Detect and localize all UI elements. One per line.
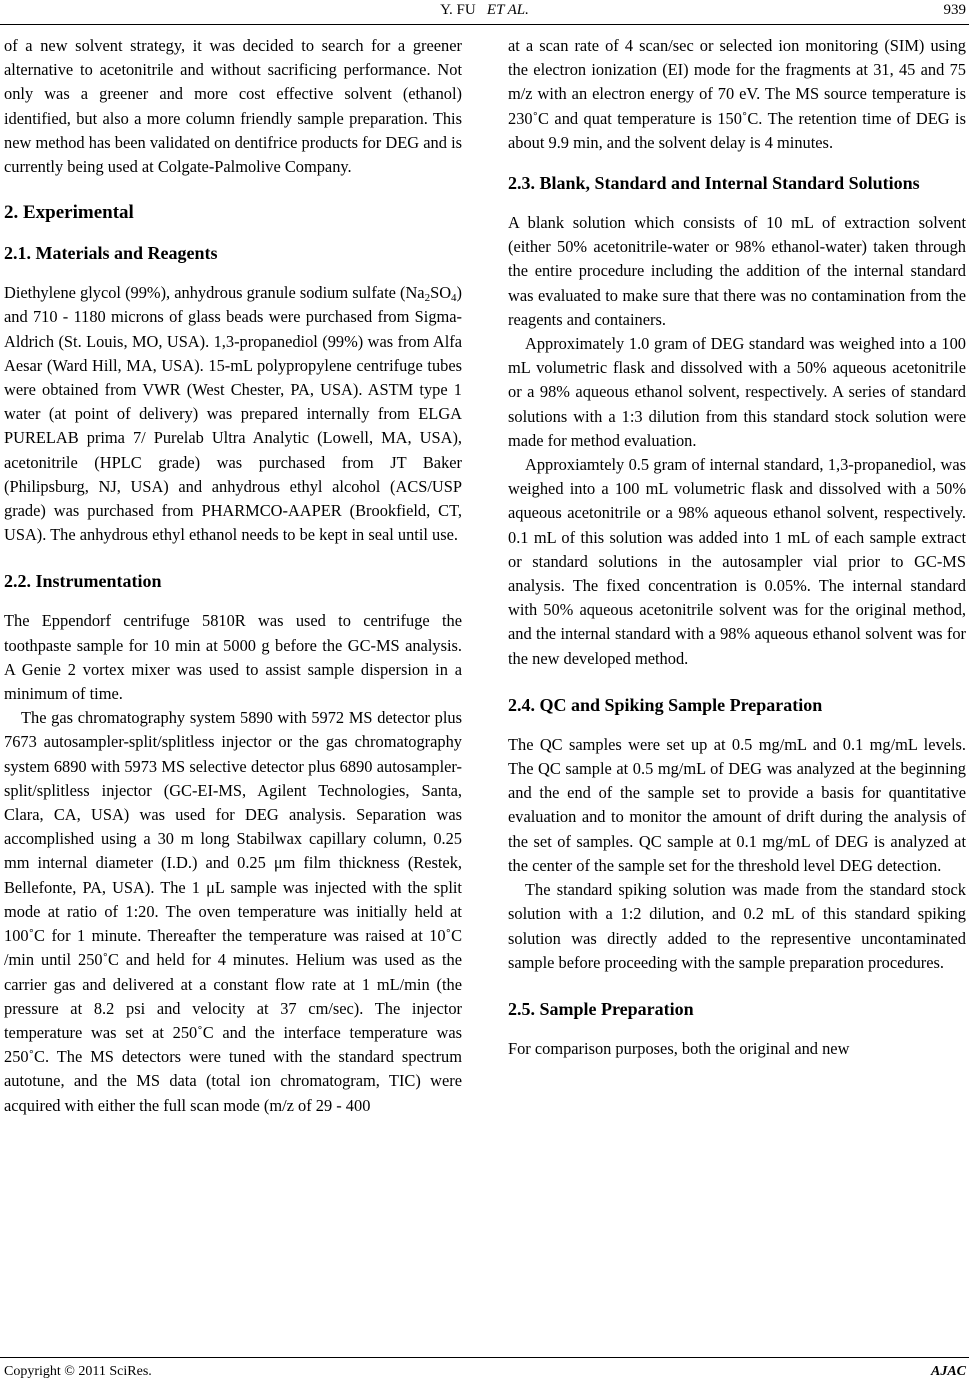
materials-text-b: ) and 710 - 1180 microns of glass beads were purchased from Sigma-Aldrich (St. Louis, MO, USA). 1,3-propanediol (99%) was from Alfa Aesar (Ward Hill, MA, USA). 15-mL polypropylene centrifuge tubes were obtained from VWR (West Chester, PA, USA). ASTM type 1 water (at point of delivery) was prepared internally from ELGA PURELAB prima 7/ Purelab Ultra Analytic (Lowell, MA, USA), acetonitrile (HPLC grade) was purchased from JT Baker (Philipsburg, NJ, USA) and anhydrous ethyl alcohol (ACS/USP grade) was purchased from PHARMCO-AAPER (Brookfield, CT, USA). The anhydrous ethyl ethanol needs to be kept in seal until use.	[4, 283, 463, 545]
running-header	[0, 0, 969, 26]
instrumentation-paragraph-1: The Eppendorf centrifuge 5810R was used to centrifuge the toothpaste sample for 10 min at 5000 g before the GC-MS analysis. A Genie 2 vortex mixer was used to assist sample dispersion in a minimum of time.	[4, 611, 462, 704]
header-rule	[0, 24, 969, 25]
section-2-3-heading: 2.3. Blank, Standard and Internal Standard Solutions	[508, 173, 920, 194]
left-column	[4, 34, 462, 1118]
subscript-2: 2	[424, 292, 431, 305]
footer-journal: AJAC	[930, 1364, 966, 1379]
running-header-authors	[0, 2, 969, 19]
blank-paragraph-1: A blank solution which consists of 10 mL of extraction solvent (either 50% acetonitrile-water or 98% ethanol-water) taken through the entire procedure including the addition of the internal standard was evaluated to make sure that there was no contamination from the reagents and containers.	[508, 213, 966, 329]
materials-text-a: Diethylene glycol (99%), anhydrous granule sodium sulfate (Na	[4, 283, 425, 303]
subscript-4: 4	[451, 292, 457, 305]
blank-paragraph-2: Approximately 1.0 gram of DEG standard was weighed into a 100 mL volumetric flask and dissolved with a 50% aqueous acetonitrile or a 98% aqueous ethanol solvent, respectively. A series of standard solutions with a 1:3 dilution from this standard stock solution were made for method evaluation.	[508, 334, 966, 450]
continuation-paragraph: at a scan rate of 4 scan/sec or selected ion monitoring (SIM) using the electron ionization (EI) mode for the fragments at 31, 45 and 75 m/z with an electron energy of 70 eV. The MS source temperature is 230˚C and quat temperature is 150˚C. The retention time of DEG is about 9.9 min, and the solvent delay is 4 minutes.	[508, 36, 966, 152]
footer-copyright: Copyright © 2011 SciRes.	[4, 1364, 152, 1379]
intro-paragraph: of a new solvent strategy, it was decided to search for a greener alternative to acetonitrile and without sacrificing performance. Not only was a greener and more cost effective solvent (ethanol) identified, but also a more column friendly sample preparation. This new method has been validated on dentifrice products for DEG and is currently being used at Colgate-Palmolive Company.	[4, 36, 462, 177]
footer-rule	[0, 1357, 969, 1358]
instrumentation-paragraph-2: The gas chromatography system 5890 with 5972 MS detector plus 7673 autosampler-split/splitless injector or the gas chromatography system 6890 with 5973 MS selective detector plus 6890 autosampler-split/splitless injector (GC-EI-MS, Agilent Technologies, Santa, Clara, CA, USA) was used for DEG analysis. Separation was accomplished using a 30 m long Stabilwax capillary column, 0.25 mm internal diameter (I.D.) and 0.25 μm film thickness (Restek, Bellefonte, PA, USA). The 1 μL sample was injected with the split mode at ratio of 1:20. The oven temperature was initially held at 100˚C for 1 minute. Thereafter the temperature was raised at 10˚C /min until 250˚C and held for 4 minutes. Helium was used as the carrier gas and delivered at a constant flow rate at 1 mL/min (the pressure at 8.2 psi and velocity at 37 cm/sec). The injector temperature was set at 250˚C and the interface temperature was 250˚C. The MS detectors were tuned with the standard spectrum autotune, and the MS data (total ion chromatogram, TIC) were acquired with either the full scan mode (m/z of 29 - 400	[4, 708, 462, 1115]
right-column	[508, 34, 966, 1061]
materials-text-so: SO	[430, 283, 452, 303]
section-2-2-heading: 2.2. Instrumentation	[4, 571, 162, 592]
page-number: 939	[943, 2, 966, 18]
section-2-5-heading: 2.5. Sample Preparation	[508, 998, 694, 1019]
qc-paragraph-2: The standard spiking solution was made from the standard stock solution with a 1:2 dilution, and 0.2 mL of this standard spiking solution was directly added to the representive uncontaminated sample before proceeding with the sample preparation procedures.	[508, 880, 966, 972]
qc-paragraph-1: The QC samples were set up at 0.5 mg/mL and 0.1 mg/mL levels. The QC sample at 0.5 mg/mL of DEG was analyzed at the beginning and the end of the sample set to provide a basis for quantitative evaluation and to monitor the amount of drift during the analysis of the set of samples. QC sample at 0.1 mg/mL of DEG is analyzed at the center of the sample set for the threshold level DEG detection.	[508, 734, 966, 875]
sample-prep-paragraph: For comparison purposes, both the original and new	[508, 1038, 850, 1058]
header-author: Y. FU	[440, 2, 476, 18]
materials-paragraph	[4, 281, 462, 547]
section-2-1-heading: 2.1. Materials and Reagents	[4, 243, 218, 264]
section-2-heading: 2. Experimental	[4, 202, 134, 224]
header-et-al: ET AL.	[486, 2, 529, 18]
blank-paragraph-3: Approxiamtely 0.5 gram of internal standard, 1,3-propanediol, was weighed into a 100 mL volumetric flask and dissolved with a 50% aqueous acetonitrile or a 98% aqueous ethanol solvent, respectively. 0.1 mL of this solution was added into 1 mL of each sample extract or standard solutions in the autosampler vial prior to GC-MS analysis. The fixed concentration is 0.05%. The internal standard with 50% aqueous acetonitrile solvent was for the original method, and the internal standard with a 98% aqueous ethanol solvent was for the new developed method.	[508, 455, 966, 668]
section-2-4-heading: 2.4. QC and Spiking Sample Preparation	[508, 694, 823, 715]
